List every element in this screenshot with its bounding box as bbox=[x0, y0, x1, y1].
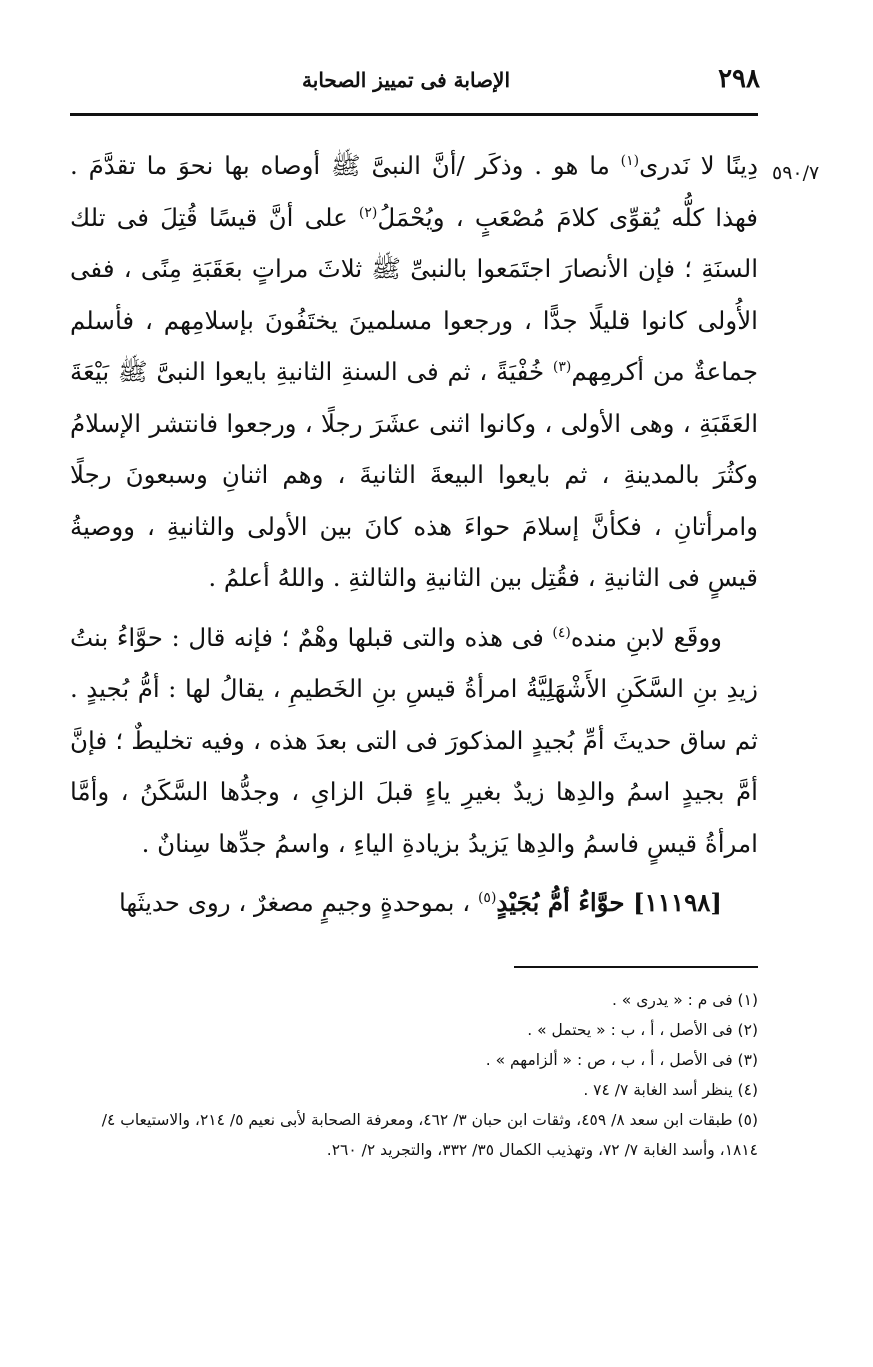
footnote-ref-1: (١) bbox=[620, 152, 640, 169]
page-header bbox=[70, 62, 760, 102]
paragraph-3 bbox=[70, 877, 758, 929]
footnote-ref-2: (٢) bbox=[358, 204, 378, 221]
main-text bbox=[70, 140, 758, 937]
text-run: على أنَّ قيسًا قُتِلَ فى تلك السنَةِ ؛ فإن الأنصارَ اجتَمَعوا بالنبىِّ ﷺ ثلاثَ مراتٍ بعَقَبَةِ مِنًى ، ففى الأُولى كانوا قليلًا جدًّا ، ورجعوا مسلمينَ يختَفُونَ بإسلامِهم ، فأسلم جماعةٌ من أكرمِهم bbox=[70, 202, 758, 386]
text-run: ما هو . وذكَر /أنَّ النبىَّ ﷺ أوصاه بها نحوَ ما تقدَّمَ . فهذا كلُّه يُقوِّى كلامَ مُصْعَبٍ ، ويُحْمَلُ bbox=[70, 151, 758, 232]
paragraph-1 bbox=[70, 140, 758, 604]
text-run: ووقَع لابنِ منده bbox=[570, 622, 722, 652]
header-rule bbox=[70, 113, 758, 116]
footnote-2: (٢) فى الأصل ، أ ، ب : « يحتمل » . bbox=[527, 1021, 758, 1039]
paragraph-2 bbox=[70, 612, 758, 870]
running-title: الإصابة فى تمييز الصحابة bbox=[302, 68, 510, 92]
footnote-4: (٤) ينظر أسد الغابة ٧/ ٧٤ . bbox=[583, 1081, 758, 1099]
footnotes bbox=[70, 985, 758, 1165]
text-run: دِينًا لا نَدرى bbox=[639, 151, 758, 180]
text-run: فى هذه والتى قبلها وهْمٌ ؛ فإنه قال : حوَّاءُ بنتُ زيدِ بنِ السَّكَنِ الأَشْهَلِيَّةُ امرأةُ قيسِ بنِ الخَطيمِ ، يقالُ لها : أمُّ بُجيدٍ . ثم ساق حديثَ أمِّ بُجيدٍ المذكورَ فى التى بعدَ هذه ، وفيه تخليطٌ ؛ فإنَّ أمَّ بجيدٍ اسمُ والدِها زيدٌ بغيرِ ياءٍ قبلَ الزاىِ ، وجدُّها السَّكَنُ ، وأمَّا امرأةُ قيسٍ فاسمُ والدِها يَزيدُ بزيادةِ الياءِ ، واسمُ جدِّها سِنانٌ . bbox=[70, 622, 758, 858]
footnote-ref-3: (٣) bbox=[552, 358, 572, 375]
margin-reference: ٥٩٠/٧ bbox=[772, 162, 820, 184]
footnote-rule bbox=[514, 966, 758, 968]
footnote-ref-4: (٤) bbox=[552, 624, 571, 641]
text-run: ، بموحدةٍ وجيمٍ مصغرٌ ، روى حديثَها bbox=[118, 888, 478, 917]
footnote-5: (٥) طبقات ابن سعد ٨/ ٤٥٩، وثقات ابن حبان ٣/ ٤٦٢، ومعرفة الصحابة لأبى نعيم ٥/ ٢١٤، والاستيعاب ٤/ ١٨١٤، وأسد الغابة ٧/ ٧٢، وتهذيب الكمال ٣٥/ ٣٣٢، والتجريد ٢/ ٢٦٠. bbox=[101, 1111, 758, 1159]
text-run: خُفْيَةً ، ثم فى السنةِ الثانيةِ بايعوا النبىَّ ﷺ بَيْعَةَ العَقَبَةِ ، وهى الأولى ، وكانوا اثنى عشَرَ رجلًا ، ورجعوا فانتشر الإسلامُ وكثُرَ بالمدينةِ ، ثم بايعوا البيعةَ الثانيةَ ، وهم اثنانِ وسبعونَ رجلًا وامرأتانِ ، فكأنَّ إسلامَ حواءَ هذه كانَ بين الأولى والثانيةِ ، ووصيةُ قيسٍ فى الثانيةِ ، فقُتِل بين الثانيةِ والثالثةِ . واللهُ أعلمُ . bbox=[70, 357, 758, 592]
entry-heading: [١١١٩٨] حوَّاءُ أمُّ بُجَيْدٍ bbox=[496, 888, 722, 917]
footnote-1: (١) فى م : « يدرى » . bbox=[611, 991, 758, 1009]
page-number: ٢٩٨ bbox=[718, 64, 760, 94]
footnote-ref-5: (٥) bbox=[477, 889, 497, 906]
footnote-3: (٣) فى الأصل ، أ ، ب ، ص : « ألزامهم » . bbox=[485, 1051, 758, 1069]
